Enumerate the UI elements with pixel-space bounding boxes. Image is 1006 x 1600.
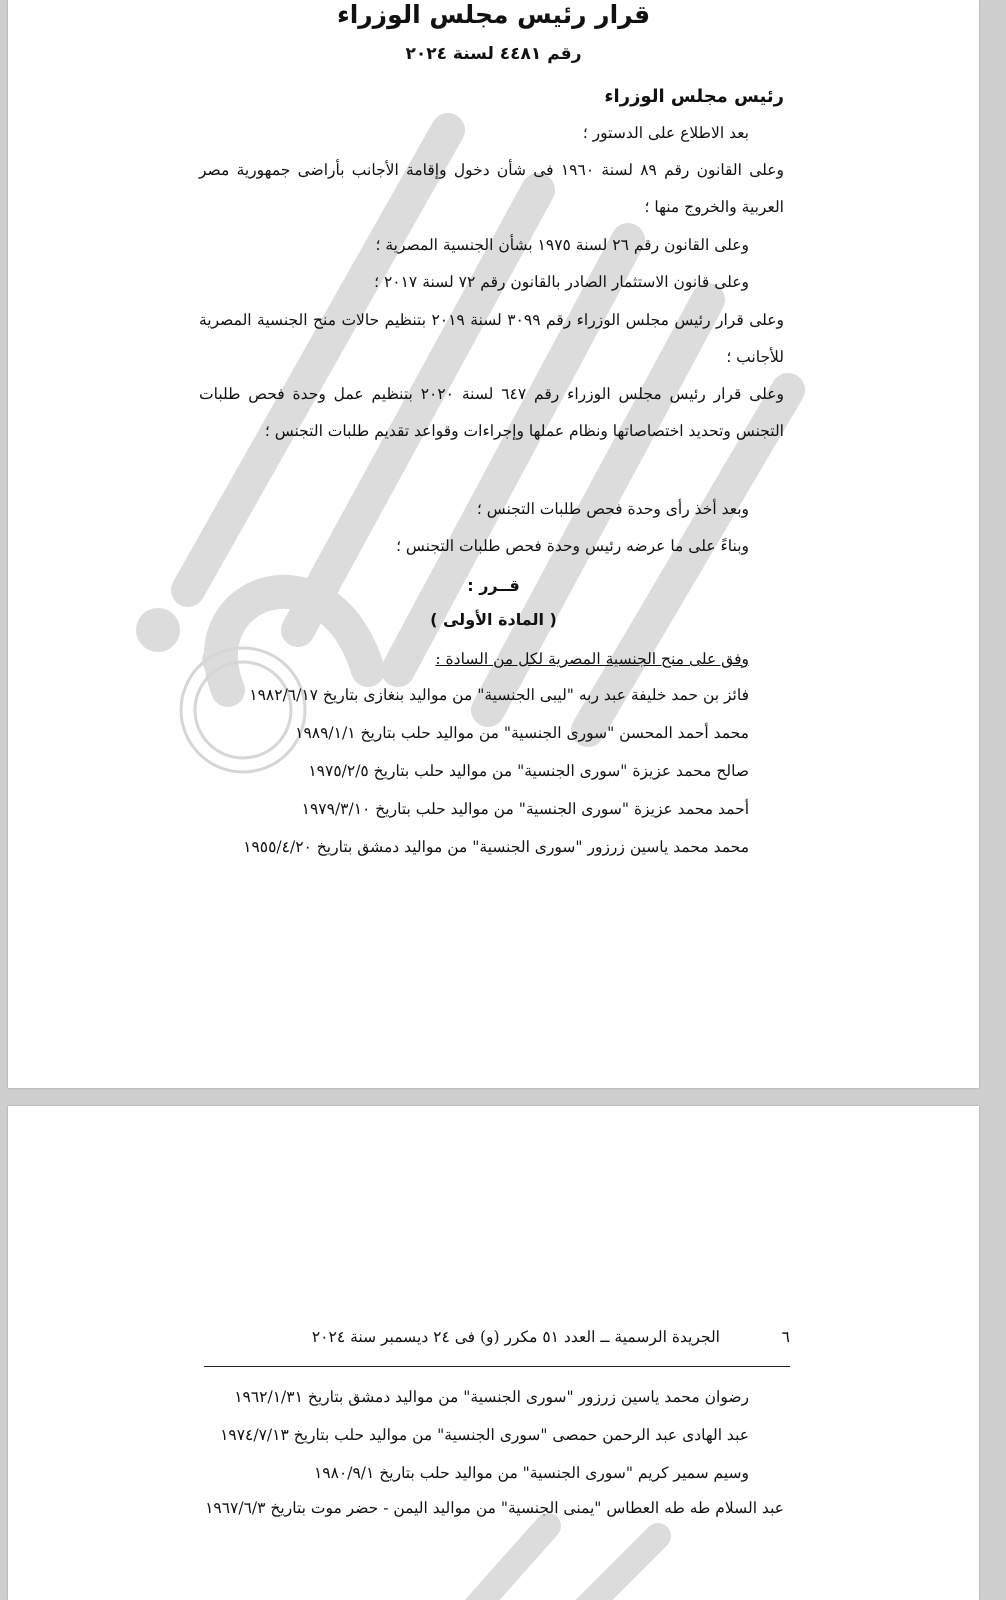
list-item: عبد الهادى عبد الرحمن حمصى "سورى الجنسية" من مواليد حلب بتاريخ ١٩٧٤/٧/١٣ xyxy=(220,1426,749,1444)
list-item: أحمد محمد عزيزة "سورى الجنسية" من مواليد حلب بتاريخ ١٩٧٩/٣/١٠ xyxy=(301,800,749,818)
gazette-header-text: الجريدة الرسمية ــ العدد ٥١ مكرر (و) فى ٢٤ ديسمبر سنة ٢٠٢٤ xyxy=(311,1328,720,1346)
decree-number: رقم ٤٤٨١ لسنة ٢٠٢٤ xyxy=(405,44,582,64)
list-item: صالح محمد عزيزة "سورى الجنسية" من مواليد حلب بتاريخ ١٩٧٥/٢/٥ xyxy=(308,762,749,780)
decision-word: قــرر : xyxy=(467,576,520,595)
list-item: وسيم سمير كريم "سورى الجنسية" من مواليد حلب بتاريخ ١٩٨٠/٩/١ xyxy=(313,1464,749,1482)
document-page-1 xyxy=(8,0,979,1088)
preamble-line: وعلى قانون الاستثمار الصادر بالقانون رقم ٧٢ لسنة ٢٠١٧ ؛ xyxy=(374,273,749,291)
list-item: رضوان محمد ياسين زرزور "سورى الجنسية" من مواليد دمشق بتاريخ ١٩٦٢/١/٣١ xyxy=(234,1388,749,1406)
preamble-paragraph: وعلى قرار رئيس مجلس الوزراء رقم ٣٠٩٩ لسنة ٢٠١٩ بتنظيم حالات منح الجنسية المصرية للأجانب ؛ xyxy=(199,311,784,366)
preamble-line: وبناءً على ما عرضه رئيس وحدة فحص طلبات التجنس ؛ xyxy=(396,537,749,555)
article-heading: ( المادة الأولى ) xyxy=(430,610,557,629)
decree-title: قرار رئيس مجلس الوزراء xyxy=(336,0,651,29)
preamble-paragraph: وعلى القانون رقم ٨٩ لسنة ١٩٦٠ فى شأن دخول وإقامة الأجانب بأراضى جمهورية مصر العربية والخروج منها ؛ xyxy=(199,161,784,216)
list-item: محمد محمد ياسين زرزور "سورى الجنسية" من مواليد دمشق بتاريخ ١٩٥٥/٤/٢٠ xyxy=(243,838,749,856)
preamble-line: وعلى القانون رقم ٢٦ لسنة ١٩٧٥ بشأن الجنسية المصرية ؛ xyxy=(375,236,749,254)
page-number: ٦ xyxy=(781,1328,790,1346)
preamble-line: وبعد أخذ رأى وحدة فحص طلبات التجنس ؛ xyxy=(476,500,749,518)
issuer-heading: رئيس مجلس الوزراء xyxy=(604,86,784,107)
list-item: عبد السلام طه طه العطاس "يمنى الجنسية" من مواليد اليمن - حضر موت بتاريخ ١٩٦٧/٦/٣ xyxy=(205,1499,784,1517)
list-item: فائز بن حمد خليفة عبد ربه "ليبى الجنسية" من مواليد بنغازى بتاريخ ١٩٨٢/٦/١٧ xyxy=(249,686,749,704)
preamble-line: بعد الاطلاع على الدستور ؛ xyxy=(582,124,749,142)
article-intro: وفق على منح الجنسية المصرية لكل من السادة : xyxy=(435,650,749,668)
list-item: محمد أحمد المحسن "سورى الجنسية" من مواليد حلب بتاريخ ١٩٨٩/١/١ xyxy=(295,724,749,742)
document-page-2 xyxy=(8,1106,979,1600)
running-header xyxy=(204,1328,790,1358)
header-divider xyxy=(204,1366,790,1367)
preamble-paragraph: وعلى قرار رئيس مجلس الوزراء رقم ٦٤٧ لسنة ٢٠٢٠ بتنظيم عمل وحدة فحص طلبات التجنس وتحديد اختصاصاتها ونظام عملها وإجراءات وقواعد تقديم طلبات التجنس ؛ xyxy=(199,385,784,440)
